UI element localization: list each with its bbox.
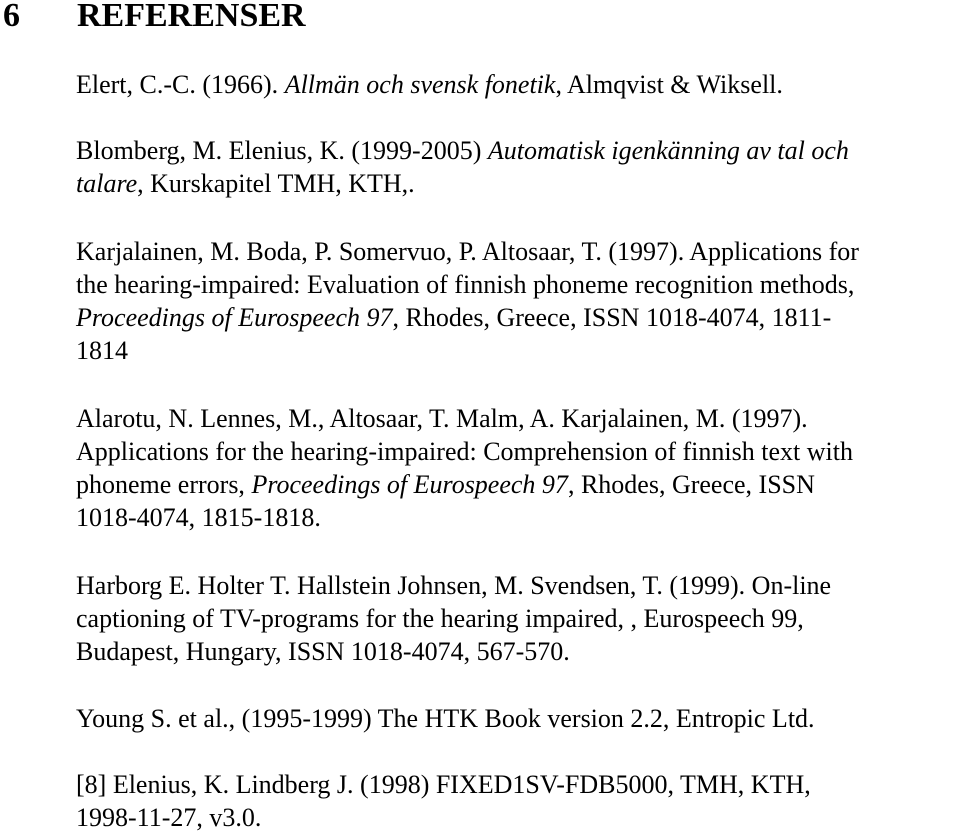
reference-text: phoneme errors, [76,470,252,499]
reference-line [76,501,853,534]
reference-text: Budapest, Hungary, ISSN 1018-4074, 567-570. [76,637,570,666]
reference-entry [76,68,783,101]
reference-line [76,635,831,668]
reference-text: captioning of TV-programs for the hearing impaired, , Eurospeech 99, [76,604,804,633]
reference-line [76,569,831,602]
reference-title: Allmän och svensk fonetik [284,70,556,99]
reference-line [76,702,815,735]
reference-line [76,134,849,167]
reference-line [76,402,853,435]
reference-line [76,468,853,501]
reference-text: Elert, C.-C. (1966). [76,70,285,99]
section-number: 6 [3,0,20,34]
reference-entry [76,402,853,534]
reference-line [76,435,853,468]
reference-text: , Kurskapitel TMH, KTH,. [137,169,415,198]
reference-title: Proceedings of Eurospeech 97 [76,303,393,332]
reference-text: , Rhodes, Greece, ISSN [567,470,815,499]
reference-title: talare [76,169,138,198]
reference-text: the hearing-impaired: Evaluation of finnish phoneme recognition methods, [76,270,855,299]
reference-text: 1998-11-27, v3.0. [76,803,262,832]
reference-text: , Almqvist & Wiksell. [555,70,783,99]
reference-entry [76,235,859,367]
reference-line [76,301,859,334]
reference-text: Alarotu, N. Lennes, M., Altosaar, T. Malm, A. Karjalainen, M. (1997). [76,404,808,433]
section-heading [3,0,306,38]
reference-text: [8] Elenius, K. Lindberg J. (1998) FIXED1SV-FDB5000, TMH, KTH, [76,770,811,799]
reference-text: Blomberg, M. Elenius, K. (1999-2005) [76,136,488,165]
reference-line [76,334,859,367]
reference-title: Automatisk igenkänning av tal och [487,136,849,165]
reference-entry [76,768,811,834]
reference-line [76,167,849,200]
reference-entry [76,569,831,668]
reference-text: Harborg E. Holter T. Hallstein Johnsen, M. Svendsen, T. (1999). On-line [76,571,832,600]
reference-text: 1814 [76,336,128,365]
reference-line [76,235,859,268]
reference-text: 1018-4074, 1815-1818. [76,503,321,532]
reference-text: Karjalainen, M. Boda, P. Somervuo, P. Altosaar, T. (1997). Applications for [76,237,859,266]
reference-text: , Rhodes, Greece, ISSN 1018-4074, 1811- [392,303,832,332]
reference-title: Proceedings of Eurospeech 97 [251,470,568,499]
reference-entry [76,134,849,200]
reference-line [76,68,783,101]
reference-line [76,768,811,801]
section-title: REFERENSER [77,0,306,34]
reference-entry [76,702,815,735]
reference-line [76,268,859,301]
reference-line [76,602,831,635]
reference-line [76,801,811,834]
reference-text: Applications for the hearing-impaired: Comprehension of finnish text with [76,437,853,466]
reference-text: Young S. et al., (1995-1999) The HTK Book version 2.2, Entropic Ltd. [76,704,815,733]
